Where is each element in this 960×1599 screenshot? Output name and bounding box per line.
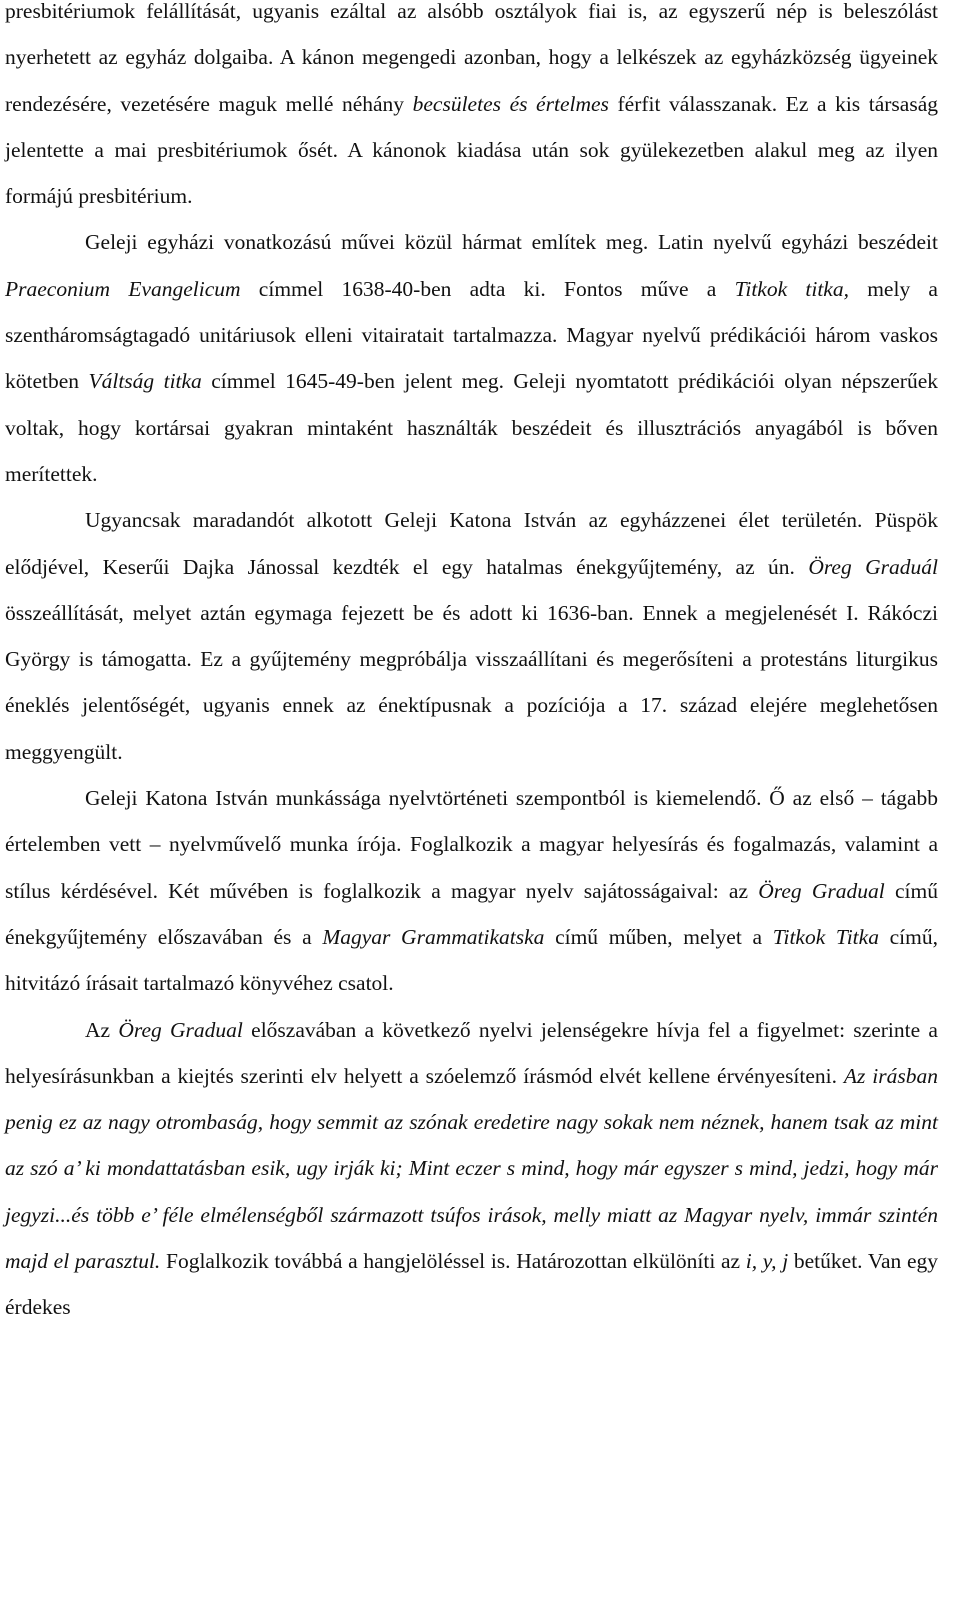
- text-segment: Az: [85, 1017, 119, 1042]
- text-segment: Geleji egyházi vonatkozású művei közül hármat említek meg. Latin nyelvű egyházi beszédeit: [85, 230, 938, 255]
- text-segment: mely a szentháromságtagadó unitáriusok elleni vitairatait tartalmazza. Magyar nyelvű prédikációi három vaskos kötetben: [5, 276, 938, 394]
- text-segment: Foglalkozik továbbá a hangjelöléssel is. Határozottan elkülöníti az: [160, 1249, 746, 1274]
- italic-segment: i, y, j: [745, 1249, 789, 1274]
- paragraph-gradual-preface: [5, 1007, 938, 1331]
- italic-segment: Titkok titka,: [734, 276, 849, 301]
- italic-segment: Öreg Graduál: [808, 554, 938, 579]
- italic-segment: Váltság titka: [88, 369, 202, 394]
- text-segment: címmel 1645-49-ben jelent meg. Geleji nyomtatott prédikációi olyan népszerűek voltak, hogy kortársai gyakran mintaként használták beszédeit és illusztrációs anyagából is bőven merítettek.: [5, 369, 938, 486]
- italic-quote: Az irásban penig ez az nagy otrombaság, hogy semmit az szónak eredetire nagy sokak nem néznek, hanem tsak az mint az szó a’ ki mondattatásban esik, ugy irják ki; Mint eczer s mind, hogy már egyszer s mind, jedzi, hogy már jegyzi...és több e’ féle elmélenségből származott tsúfos irások, melly miatt az Magyar nyelv, immár szintén majd el parasztul.: [5, 1063, 938, 1274]
- text-segment: betűket. Van egy érdekes: [5, 1249, 938, 1320]
- text-segment: összeállítását, melyet aztán egymaga fejezett be és adott ki 1636-ban. Ennek a megjelenését I. Rákóczi György is támogatta. Ez a gyűjtemény megpróbálja visszaállítani és megerősíteni a protestáns liturgikus éneklés jelentőségét, ugyanis ennek az énektípusnak a pozíciója a 17. század elejére meglehetősen meggyengült.: [5, 600, 938, 764]
- text-segment: férfit válasszanak. Ez a kis társaság jelentette a mai presbitériumok ősét. A kánonok kiadása után sok gyülekezetben alakul meg az ilyen formájú presbitérium.: [5, 91, 938, 209]
- text-segment: című, hitvitázó írásait tartalmazó könyvéhez csatol.: [5, 924, 938, 996]
- paragraph-presbiterium: [5, 0, 938, 219]
- italic-segment: Öreg Gradual: [118, 1017, 243, 1042]
- text-segment: Ugyancsak maradandót alkotott Geleji Katona István az egyházzenei élet területén. Püspök elődjével, Keserűi Dajka Jánossal kezdték el egy hatalmas énekgyűjtemény, az ún.: [5, 508, 938, 579]
- italic-segment: Öreg Gradual: [758, 878, 885, 903]
- text-segment: presbitériumok felállítását, ugyanis ezáltal az alsóbb osztályok fiai is, az egyszerű nép is beleszólást nyerhetett az egyház dolgaiba. A kánon megengedi azonban, hogy a lelkészek az egyházközség ügyeinek rendezésére, vezetésére maguk mellé néhány: [5, 0, 938, 116]
- text-segment: címmel 1638-40-ben adta ki. Fontos műve a: [240, 276, 735, 301]
- text-segment: című műben, melyet a: [544, 924, 773, 949]
- paragraph-language-history: [5, 775, 938, 1006]
- italic-segment: Praeconium Evangelicum: [5, 276, 241, 301]
- italic-segment: Magyar Grammatikatska: [322, 924, 545, 949]
- paragraph-church-music: [5, 497, 938, 775]
- italic-segment: Titkok Titka: [772, 924, 879, 949]
- italic-segment: becsületes és értelmes: [412, 91, 609, 116]
- text-segment: című énekgyűjtemény előszavában és a: [5, 878, 938, 949]
- paragraph-geleji-works: [5, 219, 938, 497]
- text-segment: Geleji Katona István munkássága nyelvtörténeti szempontból is kiemelendő. Ő az első – tágabb értelemben vett – nyelvművelő munka írója. Foglalkozik a magyar helyesírás és fogalmazás, valamint a stílus kérdésével. Két művében is foglalkozik a magyar nyelv sajátosságaival: az: [5, 786, 938, 903]
- text-segment: előszavában a következő nyelvi jelenségekre hívja fel a figyelmet: szerinte a helyesírásunkban a kiejtés szerinti elv helyett a szóelemző írásmód elvét kellene érvényesíteni.: [5, 1017, 938, 1088]
- document-page: [5, 0, 938, 1331]
